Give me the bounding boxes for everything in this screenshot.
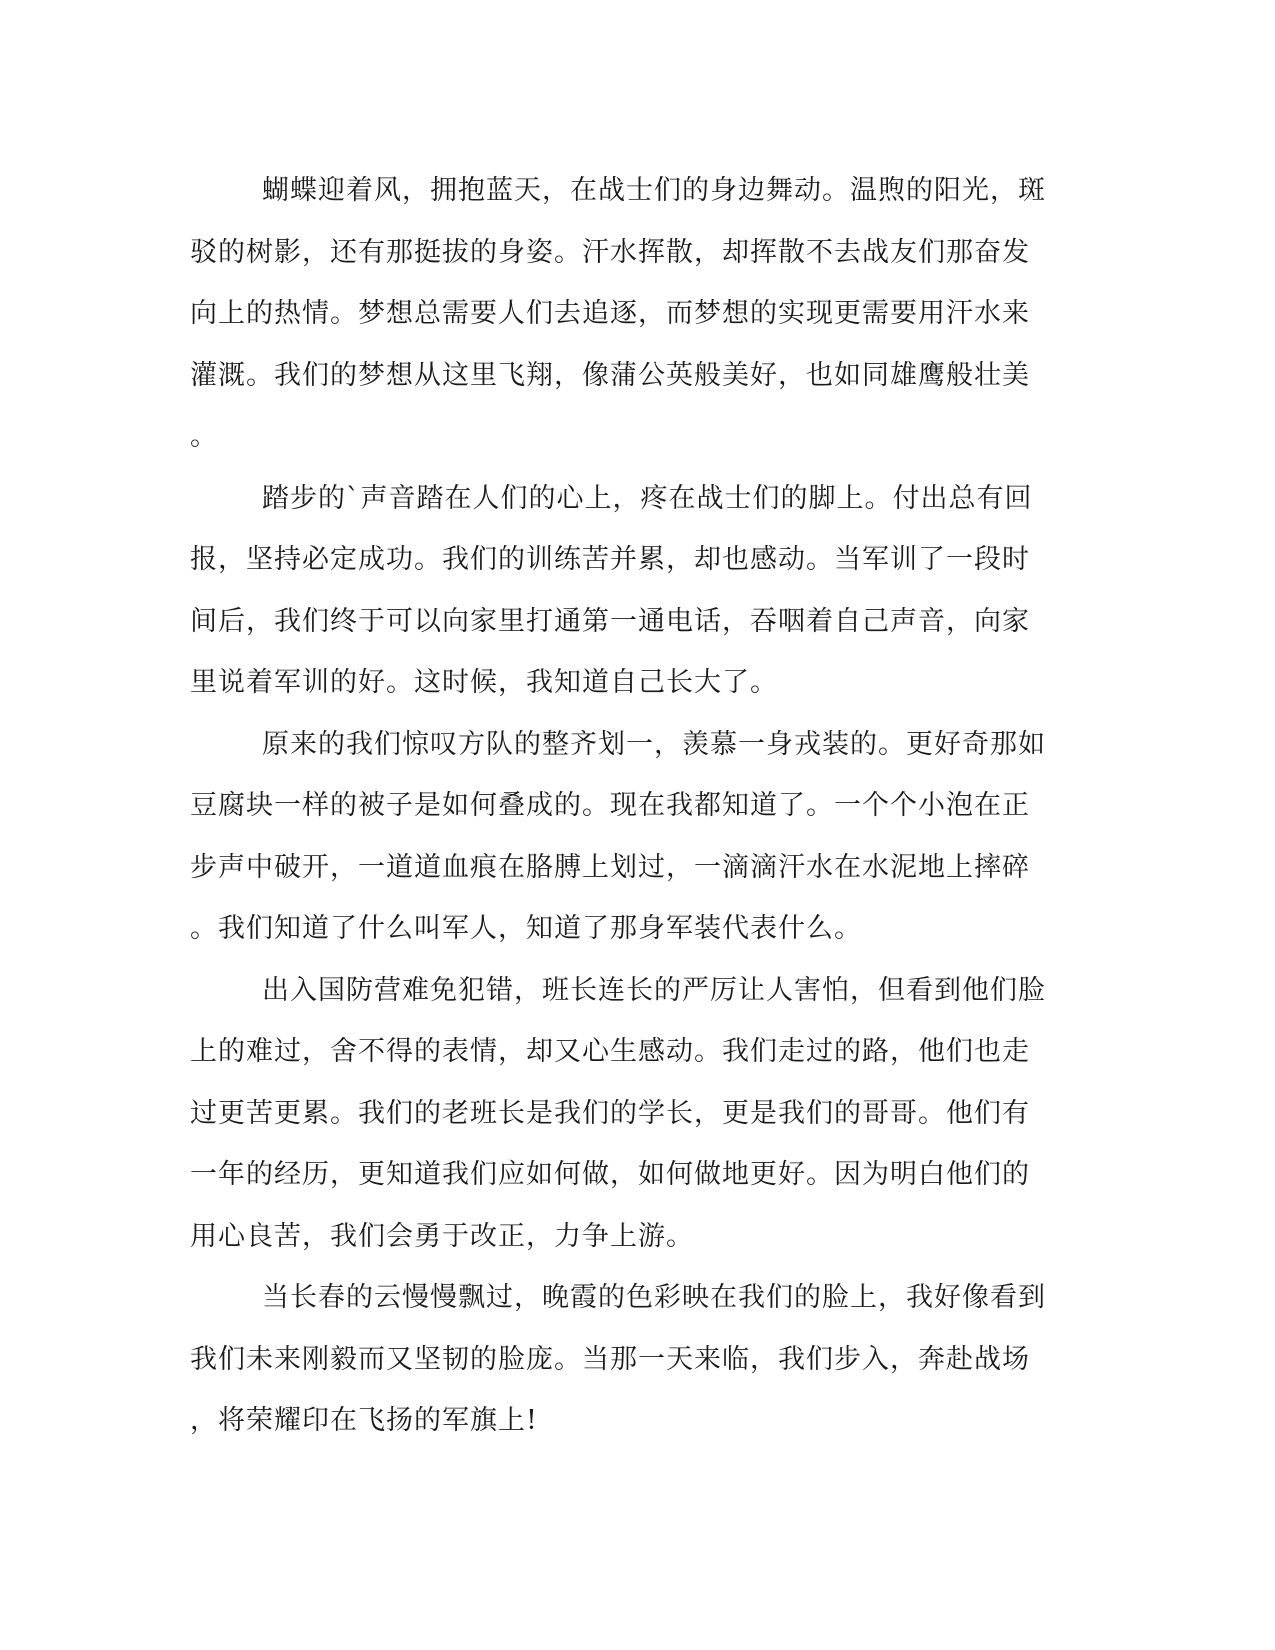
text-line: 一年的经历，更知道我们应如何做，如何做地更好。因为明白他们的 <box>190 1159 1030 1190</box>
text-line: ，将荣耀印在飞扬的军旗上! <box>190 1405 538 1436</box>
text-line: 过更苦更累。我们的老班长是我们的学长，更是我们的哥哥。他们有 <box>190 1097 1030 1129</box>
text-line: 间后，我们终于可以向家里打通第一通电话，吞咽着自己声音，向家 <box>190 605 1030 637</box>
text-line: 。 <box>190 421 218 452</box>
text-line: 我们未来刚毅而又坚韧的脸庞。当那一天来临，我们步入，奔赴战场 <box>190 1343 1030 1375</box>
text-line: 上的难过，舍不得的表情，却又心生感动。我们走过的路，他们也走 <box>190 1036 1030 1067</box>
text-line: 蝴蝶迎着风，拥抱蓝天，在战士们的身边舞动。温煦的阳光，斑 <box>262 175 1046 206</box>
text-line: 里说着军训的好。这时候，我知道自己长大了。 <box>190 667 778 698</box>
text-line: 豆腐块一样的被子是如何叠成的。现在我都知道了。一个个小泡在正 <box>190 790 1030 821</box>
text-line: 向上的热情。梦想总需要人们去追逐，而梦想的实现更需要用汗水来 <box>190 298 1030 329</box>
text-line: 用心良苦，我们会勇于改正，力争上游。 <box>190 1220 694 1252</box>
text-line: 踏步的`声音踏在人们的心上，疼在战士们的脚上。付出总有回 <box>262 482 1033 514</box>
text-line: 原来的我们惊叹方队的整齐划一，羡慕一身戎装的。更好奇那如 <box>262 728 1046 760</box>
text-line: 驳的树影，还有那挺拔的身姿。汗水挥散，却挥散不去战友们那奋发 <box>190 236 1030 268</box>
text-line: 灌溉。我们的梦想从这里飞翔，像蒲公英般美好，也如同雄鹰般壮美 <box>190 359 1030 391</box>
text-line: 报，坚持必定成功。我们的训练苦并累，却也感动。当军训了一段时 <box>190 544 1030 575</box>
text-line: 出入国防营难免犯错，班长连长的严厉让人害怕，但看到他们脸 <box>262 974 1046 1006</box>
text-line: 步声中破开，一道道血痕在胳膊上划过，一滴滴汗水在水泥地上摔碎 <box>190 851 1030 883</box>
text-line: 。我们知道了什么叫军人，知道了那身军装代表什么。 <box>190 913 862 944</box>
text-line: 当长春的云慢慢飘过，晚霞的色彩映在我们的脸上，我好像看到 <box>262 1282 1046 1313</box>
body-text <box>190 160 1090 1452</box>
